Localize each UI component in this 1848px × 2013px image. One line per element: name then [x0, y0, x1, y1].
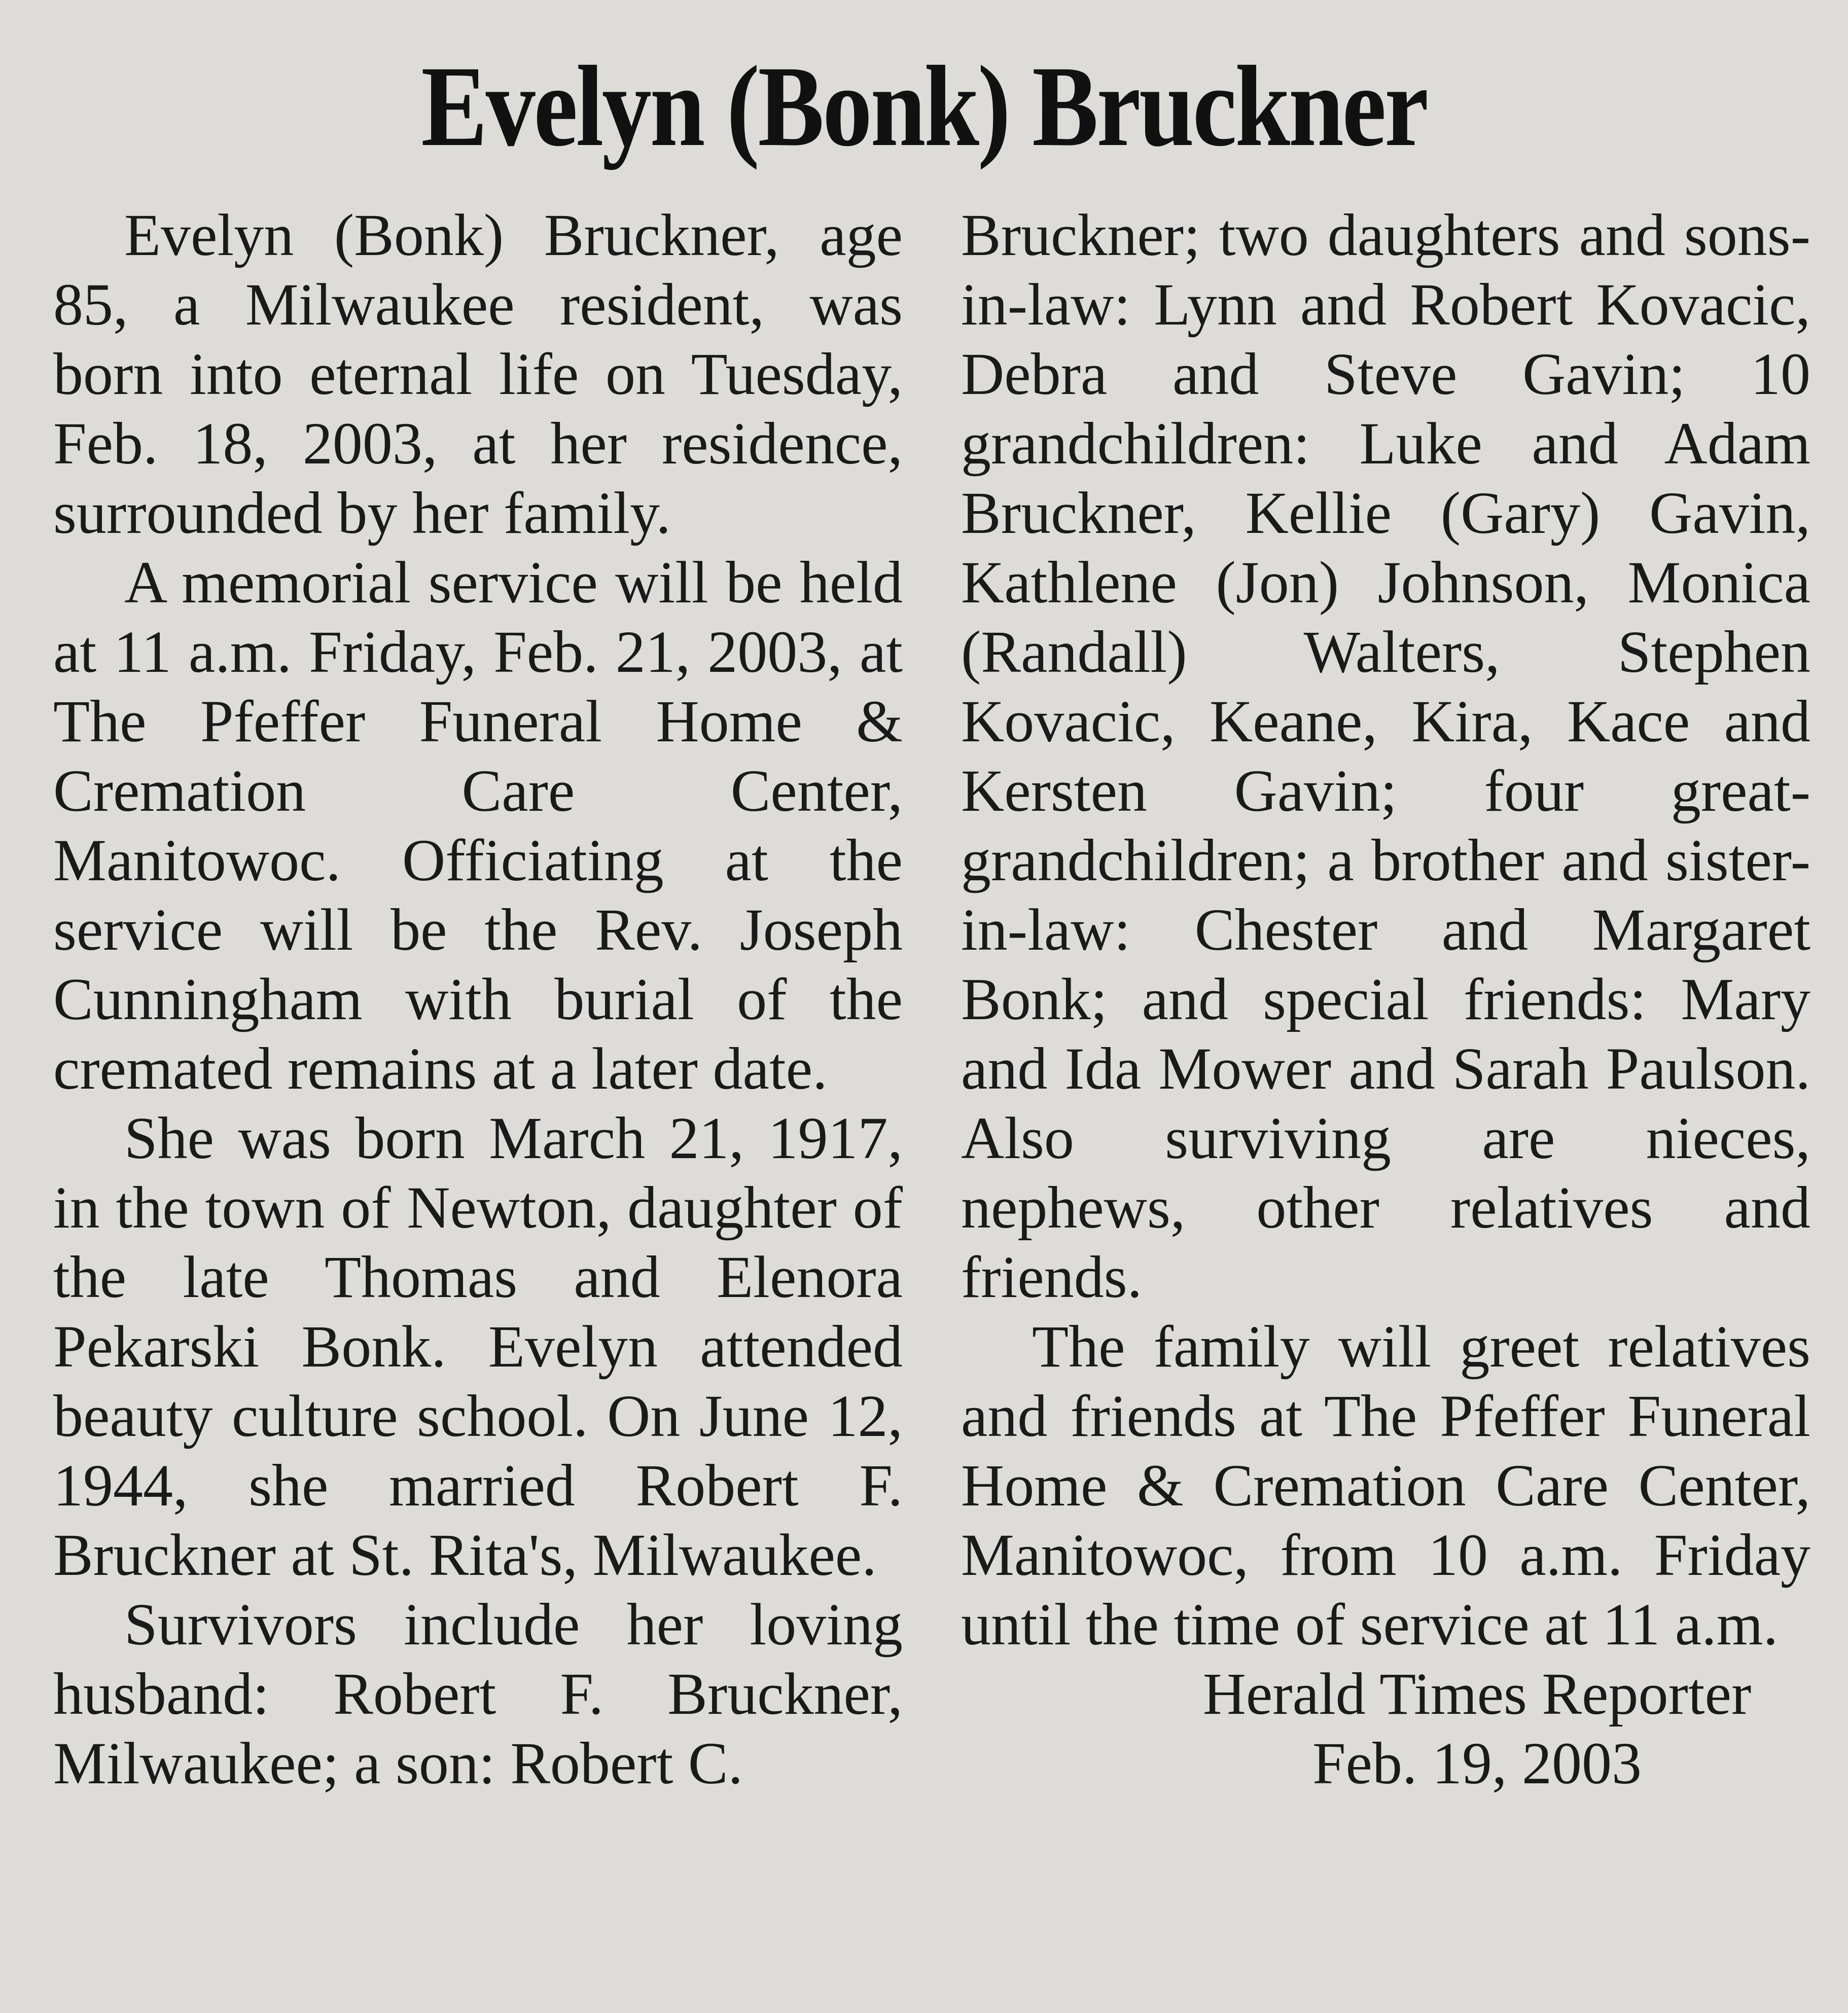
paragraph-biography: She was born March 21, 1917, in the town of Newton, daughter of the late Thomas and Elenora Pekarski Bonk. Evelyn attended beauty culture school. On June 12, 1944, she married Robert F. Bruckner at St. Rita's, Milwaukee.	[53, 1105, 903, 1588]
paragraph-survivors-continued: Bruckner; two daughters and sons-in-law: Lynn and Robert Kovacic, Debra and Steve Gavin; 10 grandchildren: Luke and Adam Bruckner, Kellie (Gary) Gavin, Kathlene (Jon) Johnson, Monica (Randall) Walters, Stephen Kovacic, Keane, Kira, Kace and Kersten Gavin; four great-grandchildren; a brother and sister-in-law: Chester and Margaret Bonk; and special friends: Mary and Ida Mower and Sarah Paulson. Also surviving are nieces, nephews, other relatives and friends.	[961, 202, 1810, 1310]
paragraph-survivors-start: Survivors include her loving husband: Robert F. Bruckner, Milwaukee; a son: Robert C.	[53, 1591, 903, 1796]
publication-date: Feb. 19, 2003	[1312, 1730, 1642, 1796]
right-column	[961, 200, 1810, 1798]
paragraph-memorial-service: A memorial service will be held at 11 a.m. Friday, Feb. 21, 2003, at The Pfeffer Funeral Home & Cremation Care Center, Manitowoc. Officiating at the service will be the Rev. Joseph Cunningham with burial of the cremated remains at a later date.	[53, 549, 903, 1102]
paragraph-visitation: The family will greet relatives and friends at The Pfeffer Funeral Home & Cremation Care Center, Manitowoc, from 10 a.m. Friday until the time of service at 11 a.m.	[961, 1313, 1810, 1658]
source-publication: Herald Times Reporter	[1202, 1661, 1752, 1727]
headline: Evelyn (Bonk) Bruckner	[421, 43, 1427, 170]
left-column	[53, 200, 903, 1798]
paragraph-death-notice: Evelyn (Bonk) Bruckner, age 85, a Milwaukee resident, was born into eternal life on Tuesday, Feb. 18, 2003, at her residence, surrounded by her family.	[53, 202, 903, 546]
